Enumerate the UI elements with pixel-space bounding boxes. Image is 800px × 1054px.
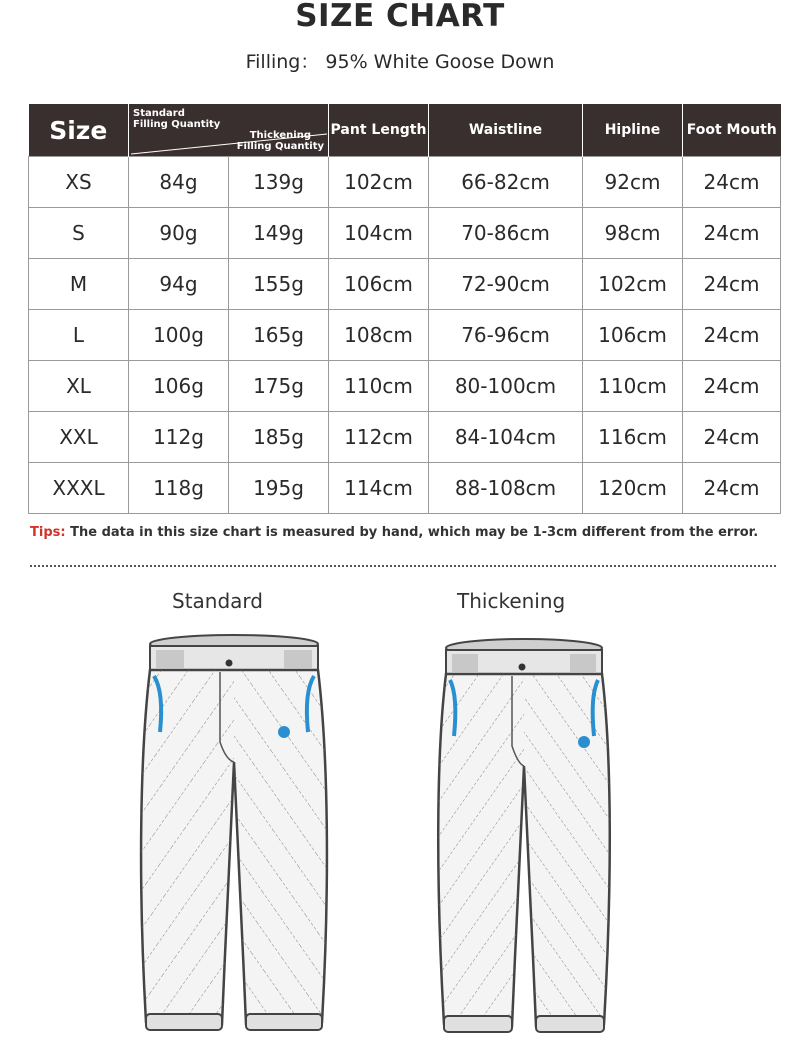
cell-waistline: 80-100cm bbox=[429, 361, 583, 412]
cell-size: M bbox=[29, 259, 129, 310]
cell-pant-length: 102cm bbox=[329, 157, 429, 208]
cell-standard: 118g bbox=[129, 463, 229, 514]
cell-hipline: 102cm bbox=[583, 259, 683, 310]
logo-icon bbox=[278, 726, 290, 738]
cell-hipline: 98cm bbox=[583, 208, 683, 259]
header-foot-mouth: Foot Mouth bbox=[683, 104, 781, 157]
header-waistline: Waistline bbox=[429, 104, 583, 157]
cell-foot-mouth: 24cm bbox=[683, 361, 781, 412]
cell-waistline: 84-104cm bbox=[429, 412, 583, 463]
header-filling-quantity bbox=[129, 104, 329, 157]
cell-hipline: 120cm bbox=[583, 463, 683, 514]
cell-hipline: 110cm bbox=[583, 361, 683, 412]
thickening-pants-illustration bbox=[432, 636, 616, 1044]
dotted-divider bbox=[30, 565, 776, 567]
cell-waistline: 70-86cm bbox=[429, 208, 583, 259]
cell-hipline: 116cm bbox=[583, 412, 683, 463]
cell-size: L bbox=[29, 310, 129, 361]
cell-size: XS bbox=[29, 157, 129, 208]
cell-foot-mouth: 24cm bbox=[683, 208, 781, 259]
cell-foot-mouth: 24cm bbox=[683, 412, 781, 463]
cell-hipline: 106cm bbox=[583, 310, 683, 361]
cell-waistline: 72-90cm bbox=[429, 259, 583, 310]
tips-text: The data in this size chart is measured by hand, which may be 1-3cm different from the error. bbox=[65, 525, 759, 540]
cell-size: XXL bbox=[29, 412, 129, 463]
cell-thickening: 175g bbox=[229, 361, 329, 412]
cell-pant-length: 108cm bbox=[329, 310, 429, 361]
cell-thickening: 155g bbox=[229, 259, 329, 310]
cell-standard: 90g bbox=[129, 208, 229, 259]
logo-icon bbox=[578, 736, 590, 748]
cell-standard: 106g bbox=[129, 361, 229, 412]
filling-info: Filling： 95% White Goose Down bbox=[245, 51, 555, 73]
table-row bbox=[29, 208, 781, 259]
header-standard-filling: Standard Filling Quantity bbox=[133, 108, 221, 130]
cell-waistline: 66-82cm bbox=[429, 157, 583, 208]
table-row bbox=[29, 463, 781, 514]
cell-pant-length: 112cm bbox=[329, 412, 429, 463]
cell-standard: 84g bbox=[129, 157, 229, 208]
cell-thickening: 149g bbox=[229, 208, 329, 259]
tips-label: Tips: bbox=[30, 525, 66, 540]
thickening-label: Thickening bbox=[457, 589, 566, 613]
table-row bbox=[29, 310, 781, 361]
table-row bbox=[29, 361, 781, 412]
table-row bbox=[29, 157, 781, 208]
cell-pant-length: 114cm bbox=[329, 463, 429, 514]
header-size: Size bbox=[29, 104, 129, 157]
cell-waistline: 88-108cm bbox=[429, 463, 583, 514]
header-hipline: Hipline bbox=[583, 104, 683, 157]
standard-pants-illustration bbox=[134, 632, 334, 1044]
cell-foot-mouth: 24cm bbox=[683, 463, 781, 514]
header-thickening-filling: Thickening Filling Quantity bbox=[236, 130, 324, 152]
standard-label: Standard bbox=[172, 589, 263, 613]
cell-pant-length: 106cm bbox=[329, 259, 429, 310]
cell-size: XXXL bbox=[29, 463, 129, 514]
cell-standard: 100g bbox=[129, 310, 229, 361]
cell-waistline: 76-96cm bbox=[429, 310, 583, 361]
cell-pant-length: 110cm bbox=[329, 361, 429, 412]
table-header-row bbox=[29, 104, 781, 157]
cell-hipline: 92cm bbox=[583, 157, 683, 208]
cell-foot-mouth: 24cm bbox=[683, 157, 781, 208]
cell-thickening: 139g bbox=[229, 157, 329, 208]
cell-thickening: 195g bbox=[229, 463, 329, 514]
table-row bbox=[29, 259, 781, 310]
header-pant-length: Pant Length bbox=[329, 104, 429, 157]
cell-foot-mouth: 24cm bbox=[683, 259, 781, 310]
cell-foot-mouth: 24cm bbox=[683, 310, 781, 361]
cell-pant-length: 104cm bbox=[329, 208, 429, 259]
table-row bbox=[29, 412, 781, 463]
page-title: SIZE CHART bbox=[295, 0, 505, 34]
tips-note bbox=[30, 525, 790, 540]
cell-standard: 112g bbox=[129, 412, 229, 463]
size-chart-table bbox=[28, 104, 781, 514]
cell-size: XL bbox=[29, 361, 129, 412]
cell-standard: 94g bbox=[129, 259, 229, 310]
cell-thickening: 185g bbox=[229, 412, 329, 463]
cell-thickening: 165g bbox=[229, 310, 329, 361]
cell-size: S bbox=[29, 208, 129, 259]
